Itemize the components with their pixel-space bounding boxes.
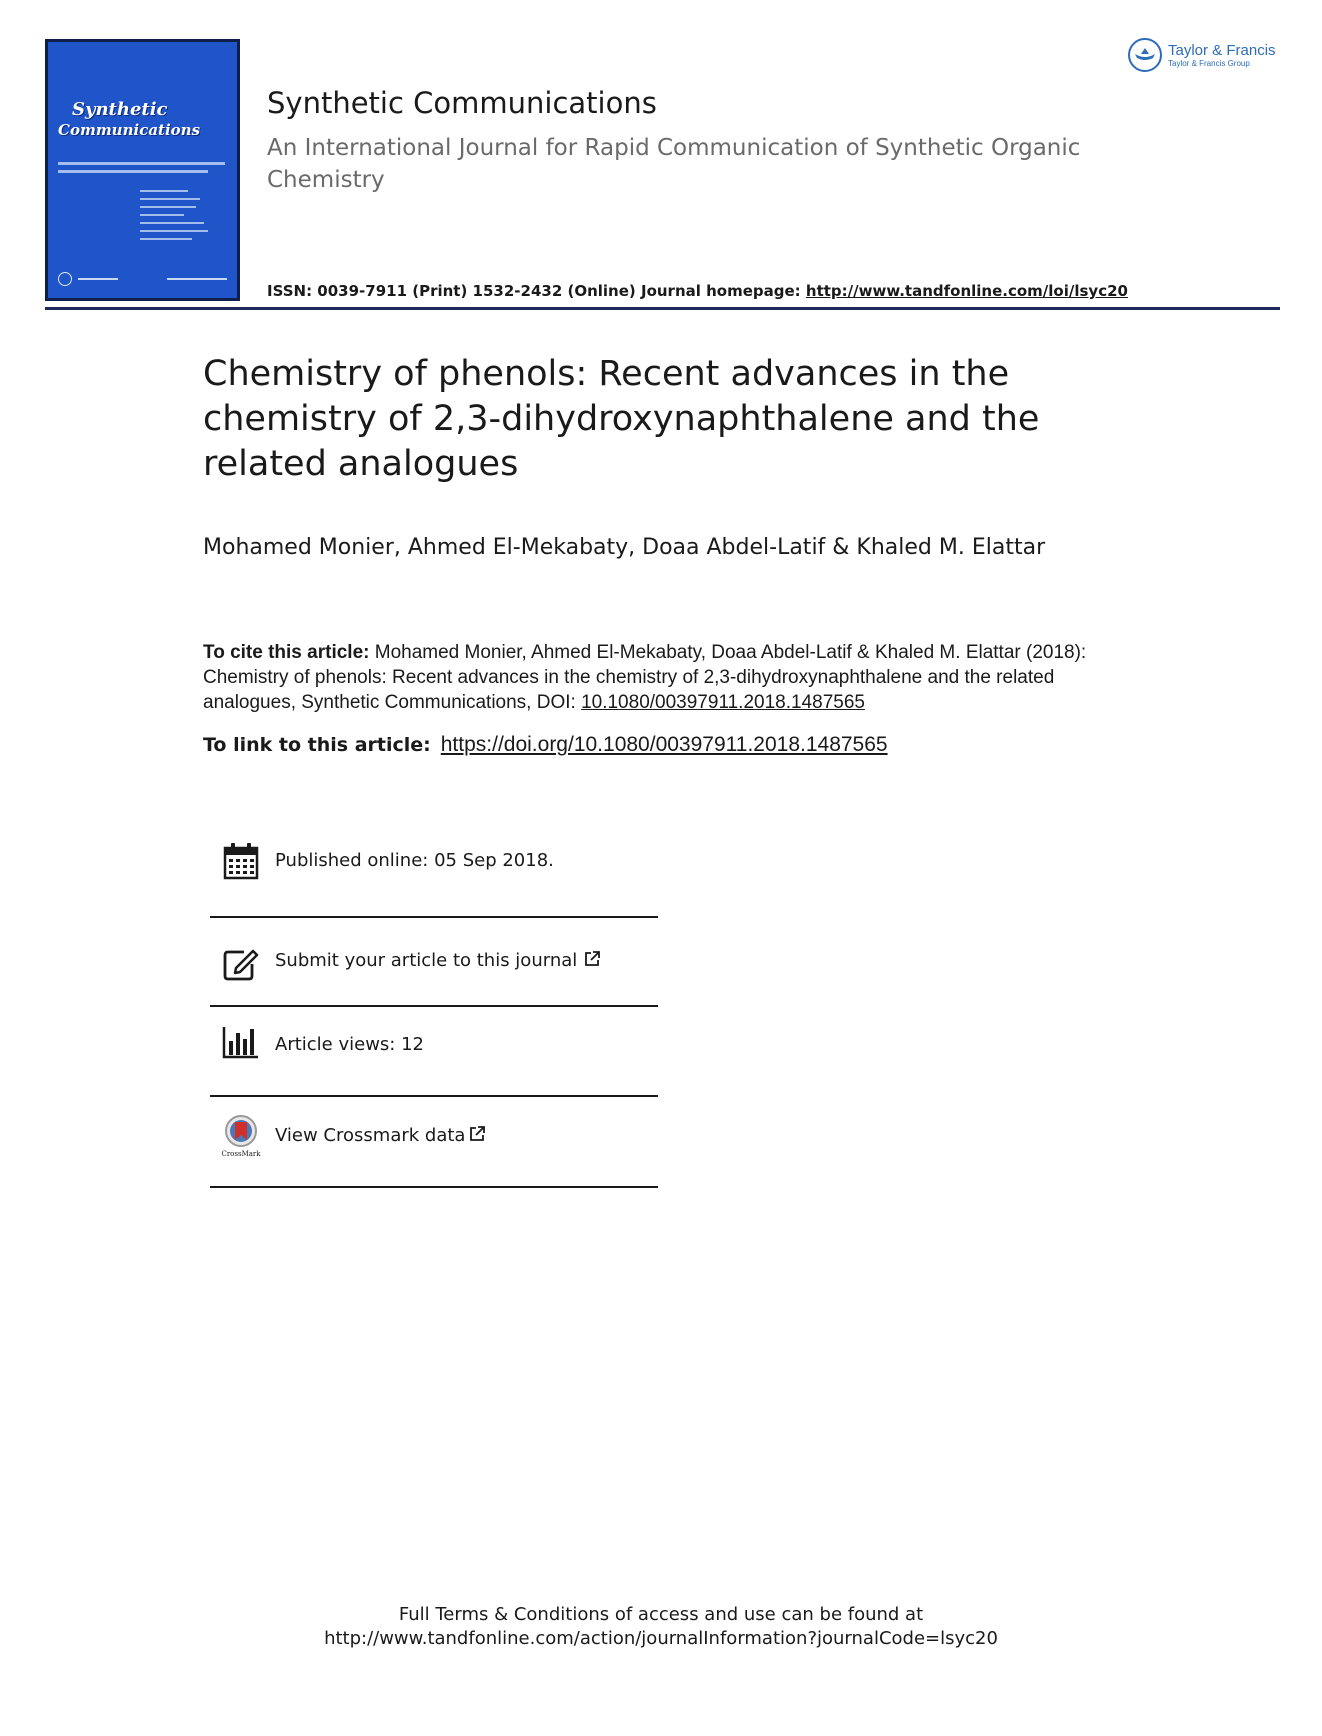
article-link-line xyxy=(203,733,888,757)
crossmark-link[interactable] xyxy=(275,1125,486,1146)
external-link-icon xyxy=(468,1125,486,1143)
article-authors: Mohamed Monier, Ahmed El-Mekabaty, Doaa Abdel-Latif & Khaled M. Elattar xyxy=(203,535,1046,560)
views-row xyxy=(210,1008,658,1098)
article-title: Chemistry of phenols: Recent advances in the chemistry of 2,3-dihydroxynaphthalene and the related analogues xyxy=(203,354,1040,484)
terms-url[interactable]: http://www.tandfonline.com/action/journalInformation?journalCode=lsyc20 xyxy=(324,1628,998,1649)
issn-line xyxy=(267,282,1128,300)
cover-editor-names xyxy=(140,190,220,246)
publisher-group: Taylor & Francis Group xyxy=(1168,58,1250,68)
edit-icon xyxy=(222,944,260,984)
journal-cover-image xyxy=(45,39,240,301)
submit-article-link[interactable] xyxy=(275,950,601,971)
header-divider xyxy=(45,307,1280,310)
submit-article-label: Submit your article to this journal xyxy=(275,950,578,971)
external-link-icon xyxy=(583,950,601,968)
cover-footer xyxy=(58,268,227,290)
article-doi-link[interactable]: https://doi.org/10.1080/00397911.2018.1487565 xyxy=(440,733,888,756)
publisher-logo[interactable] xyxy=(1128,38,1276,72)
published-row xyxy=(210,820,658,910)
publisher-name: Taylor & Francis xyxy=(1168,41,1276,59)
terms-footer xyxy=(0,1603,1322,1651)
cover-title-line1: Synthetic xyxy=(72,99,168,120)
calendar-icon xyxy=(222,841,260,881)
cite-doi-link[interactable]: 10.1080/00397911.2018.1487565 xyxy=(581,692,865,713)
citation-block xyxy=(203,640,1123,715)
journal-title: Synthetic Communications xyxy=(267,86,657,120)
cover-title-line2: Communications xyxy=(58,121,201,139)
terms-line: Full Terms & Conditions of access and use can be found at xyxy=(398,1604,924,1625)
issn-text: ISSN: 0039-7911 (Print) 1532-2432 (Online) Journal homepage: xyxy=(267,282,806,300)
link-label: To link to this article: xyxy=(203,734,431,756)
submit-row[interactable] xyxy=(210,918,658,1008)
article-views: Article views: 12 xyxy=(275,1034,424,1055)
cover-logo xyxy=(58,100,238,140)
crossmark-row[interactable] xyxy=(210,1098,658,1188)
bar-chart-icon xyxy=(222,1023,260,1063)
crossmark-logo-text: CrossMark xyxy=(221,1150,261,1158)
journal-subtitle: An International Journal for Rapid Communication of Synthetic Organic Chemistry xyxy=(267,135,1081,193)
journal-homepage-link[interactable]: http://www.tandfonline.com/loi/lsyc20 xyxy=(805,282,1128,300)
crossmark-icon xyxy=(220,1114,262,1158)
crossmark-label: View Crossmark data xyxy=(275,1125,466,1146)
published-date: Published online: 05 Sep 2018. xyxy=(275,850,554,871)
publisher-logo-icon xyxy=(1128,38,1162,72)
cite-text: Mohamed Monier, Ahmed El-Mekabaty, Doaa Abdel-Latif & Khaled M. Elattar (2018): Chemistry of phenols: Recent advances in the chemistry of 2,3-dihydroxynaphthalene and the related analogues, Synthetic Communications, DOI: xyxy=(203,642,1087,713)
cite-label: To cite this article: xyxy=(203,642,370,663)
article-info-panel xyxy=(210,820,658,1188)
cover-text-lines xyxy=(58,162,225,165)
